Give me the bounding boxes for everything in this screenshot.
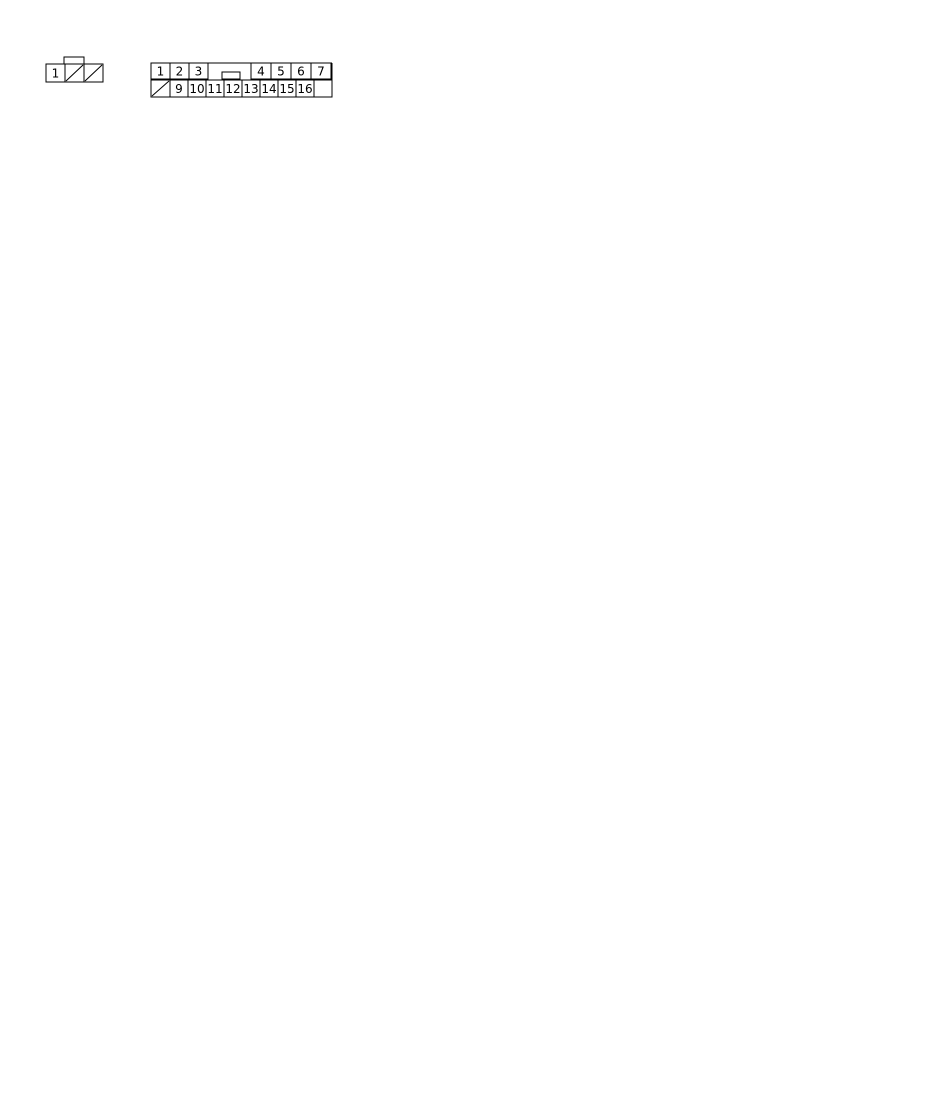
pin-number: 7 (317, 64, 325, 79)
pin-number: 14 (261, 82, 277, 96)
pin-number: 9 (175, 82, 183, 96)
pin-number: 12 (225, 82, 241, 96)
connector-c1 (46, 57, 103, 82)
pin-number: 4 (257, 64, 265, 79)
pin-number: 2 (175, 64, 184, 79)
pin-number: 16 (297, 82, 313, 96)
pin-number: 15 (279, 82, 295, 96)
pin-number: 11 (207, 82, 223, 96)
pin-number: 1 (156, 64, 165, 79)
locking-tab (64, 57, 84, 64)
pin-number: 10 (189, 82, 205, 96)
connector-c2 (151, 63, 332, 97)
pin-number: 13 (243, 82, 259, 96)
pin-number: 1 (51, 66, 60, 81)
locking-tab (222, 72, 240, 79)
pin-number: 3 (194, 64, 203, 79)
pin-number: 5 (277, 64, 285, 79)
pin-cell (314, 80, 332, 97)
pin-number: 6 (297, 64, 305, 79)
